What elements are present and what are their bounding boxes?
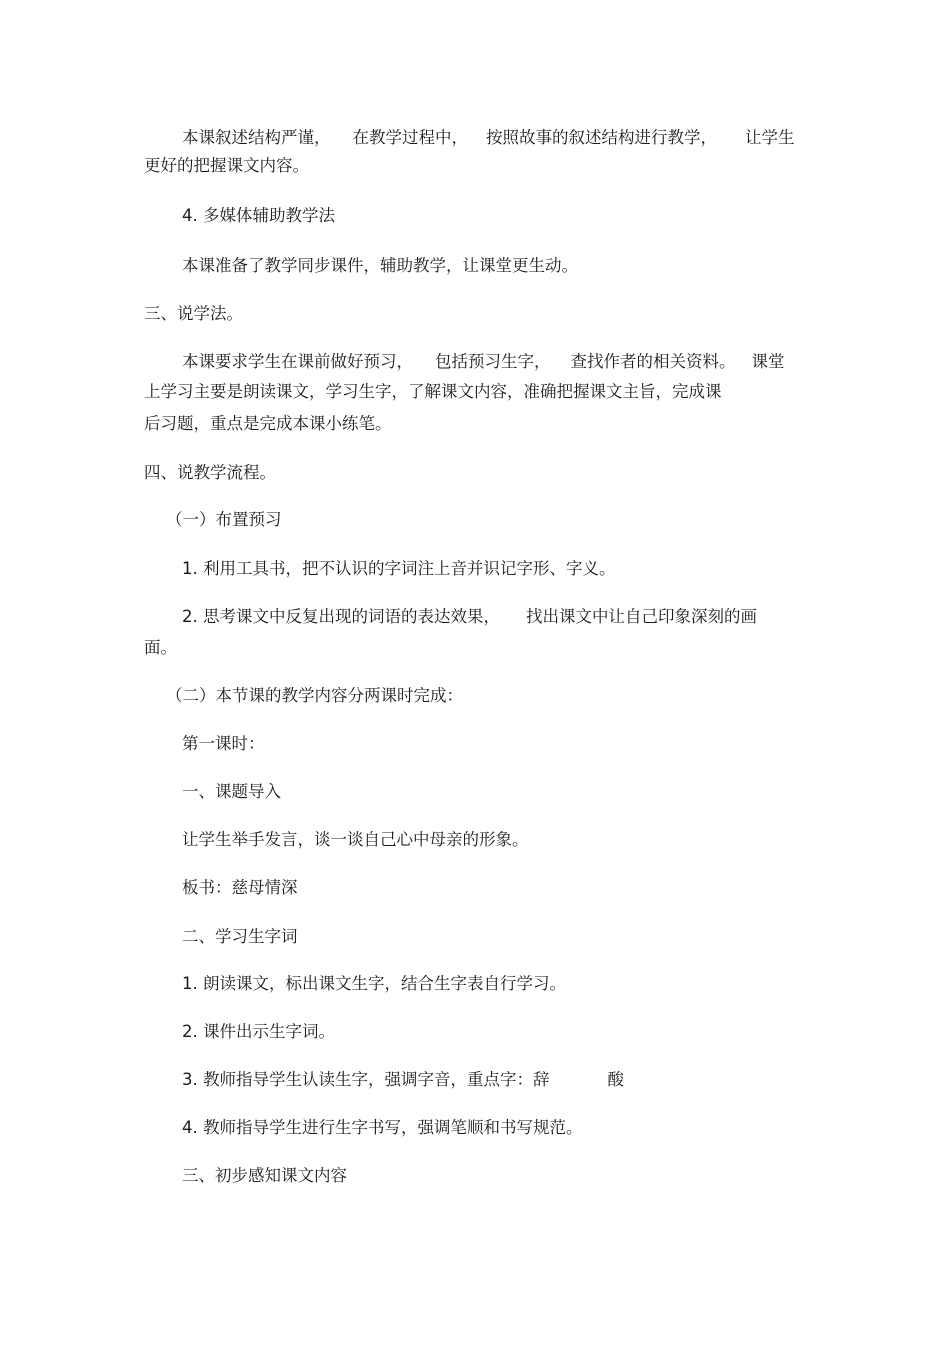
preview-item-1: 1. 利用工具书，把不认识的字词注上音并识记字形、字义。 xyxy=(182,559,616,578)
first-lesson-label: 第一课时： xyxy=(182,734,265,753)
paragraph-study-line3: 后习题，重点是完成本课小练笔。 xyxy=(144,414,392,433)
heading-multimedia: 4. 多媒体辅助教学法 xyxy=(182,206,335,225)
paragraph-structure-line1 xyxy=(182,128,795,148)
vocab-item-1: 1. 朗读课文，标出课文生字，结合生字表自行学习。 xyxy=(182,974,566,993)
heading-study-method: 三、说学法。 xyxy=(144,304,243,323)
preview-item-2-line1 xyxy=(182,607,757,627)
text-segment: 课堂 xyxy=(751,352,785,371)
paragraph-study-line2: 上学习主要是朗读课文，学习生字，了解课文内容，准确把握课文主旨，完成课 xyxy=(144,382,722,401)
heading-content: （二）本节课的教学内容分两课时完成： xyxy=(166,686,463,705)
text-segment: 包括预习生字， xyxy=(435,352,551,371)
text-segment: 按照故事的叙述结构进行教学， xyxy=(486,128,717,147)
paragraph-structure-line2: 更好的把握课文内容。 xyxy=(144,156,309,175)
text-segment: 让学生 xyxy=(745,128,795,147)
text-segment: 酸 xyxy=(607,1070,624,1089)
text-segment: 查找作者的相关资料。 xyxy=(570,352,736,371)
text-segment: 2. 思考课文中反复出现的词语的表达效果， xyxy=(182,607,500,626)
heading-perceive: 三、初步感知课文内容 xyxy=(182,1166,347,1185)
heading-vocab: 二、学习生字词 xyxy=(182,927,298,946)
board-text: 板书：慈母情深 xyxy=(182,878,298,897)
heading-intro: 一、课题导入 xyxy=(182,782,281,801)
vocab-item-3 xyxy=(182,1070,624,1090)
vocab-item-4: 4. 教师指导学生进行生字书写，强调笔顺和书写规范。 xyxy=(182,1118,583,1137)
text-segment: 3. 教师指导学生认读生字，强调字音，重点字：辞 xyxy=(182,1070,550,1089)
text-segment: 找出课文中让自己印象深刻的画 xyxy=(526,607,757,626)
text-segment: 本课要求学生在课前做好预习， xyxy=(182,352,413,371)
paragraph-study-line1 xyxy=(182,352,785,372)
heading-teaching-flow: 四、说教学流程。 xyxy=(144,463,276,482)
text-segment: 本课叙述结构严谨， xyxy=(182,128,331,147)
heading-preview: （一）布置预习 xyxy=(166,510,282,529)
intro-text: 让学生举手发言，谈一谈自己心中母亲的形象。 xyxy=(182,830,529,849)
preview-item-2-line2: 面。 xyxy=(144,638,177,657)
text-segment: 在教学过程中， xyxy=(352,128,468,147)
paragraph-multimedia: 本课准备了教学同步课件，辅助教学，让课堂更生动。 xyxy=(182,256,578,275)
vocab-item-2: 2. 课件出示生字词。 xyxy=(182,1022,335,1041)
